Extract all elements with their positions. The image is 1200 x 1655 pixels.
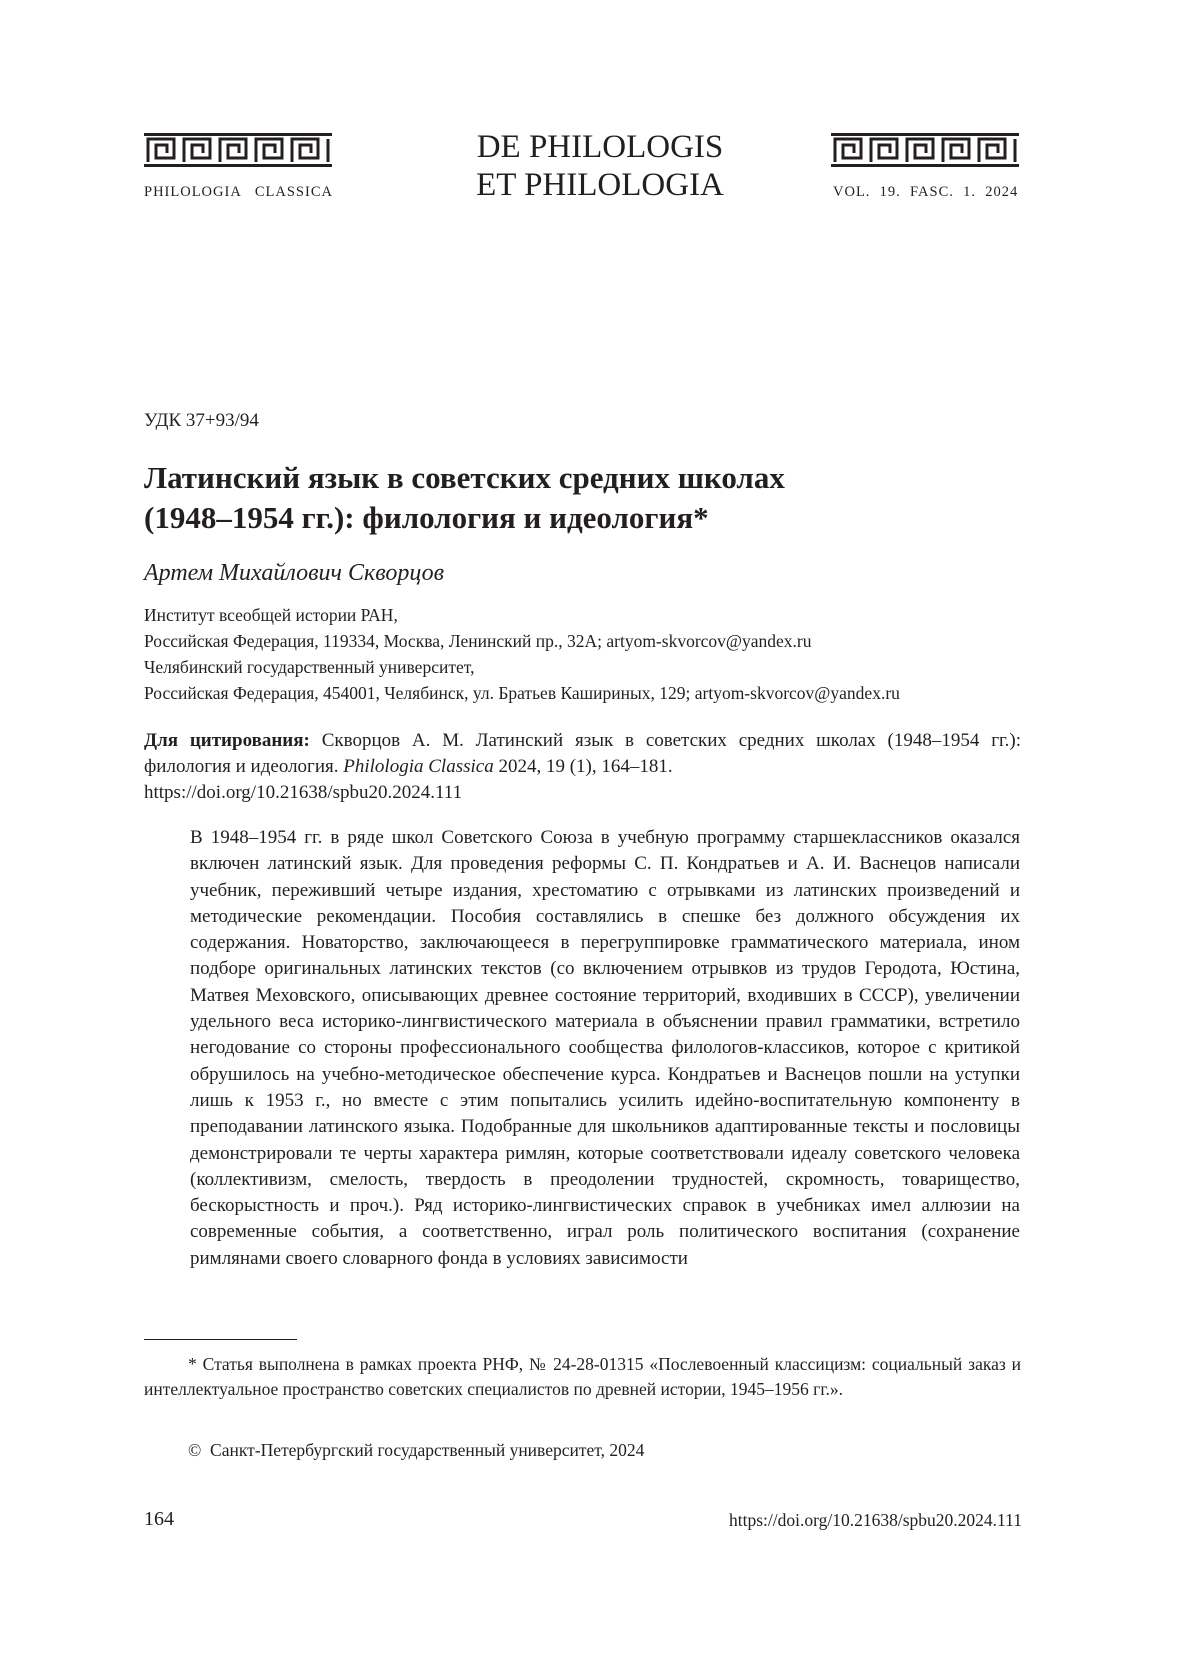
footnote: * Статья выполнена в рамках проекта РНФ, № 24-28-01315 «Послевоенный классицизм: социальный заказ и интеллектуальное пространство советских специалистов по древней истории, 1945–1956 гг.». (144, 1354, 1021, 1399)
issue-info: VOL. 19. FASC. 1. 2024 (833, 184, 1019, 200)
citation-doi-link[interactable]: https://doi.org/10.21638/spbu20.2024.111 (144, 782, 463, 803)
affiliation-line: Институт всеобщей истории РАН, (144, 605, 398, 625)
affiliation-line: Челябинский государственный университет, (144, 657, 475, 677)
author-name: Артем Михайлович Скворцов (144, 560, 445, 586)
citation-journal: Philologia Classica (343, 756, 494, 777)
article-title-line2: (1948–1954 гг.): филология и идеология* (144, 500, 709, 535)
copyright-notice: © Санкт-Петербургский государственный университет, 2024 (188, 1440, 645, 1460)
citation-label: Для цитирования: (144, 730, 310, 751)
page-number: 164 (144, 1508, 174, 1530)
journal-title-line1: DE PHILOLOGIS (476, 129, 724, 165)
footer-doi-link[interactable]: https://doi.org/10.21638/spbu20.2024.111 (729, 1510, 1022, 1530)
udk-code: УДК 37+93/94 (144, 410, 259, 431)
affiliation-line: Российская Федерация, 119334, Москва, Ленинский пр., 32А; artyom-skvorcov@yandex.ru (144, 631, 812, 651)
journal-title-line2: ET PHILOLOGIA (476, 167, 724, 203)
affiliations (144, 602, 1044, 706)
meander-ornament-right-icon (831, 133, 1019, 167)
footnote-divider (144, 1339, 297, 1340)
meander-ornament-left-icon (144, 133, 332, 167)
citation-text-1: Скворцов А. М. Латинский язык в советских средних школах (1948–1954 гг.): филология и идеология. (144, 730, 1022, 777)
citation-text-2: 2024, 19 (1), 164–181. (493, 756, 673, 777)
article-title-line1: Латинский язык в советских средних школах (144, 460, 785, 495)
citation-block (144, 728, 1021, 806)
series-name: PHILOLOGIA CLASSICA (144, 184, 333, 200)
article-title (144, 458, 1044, 538)
abstract: В 1948–1954 гг. в ряде школ Советского Союза в учебную программу старшеклассников оказался включен латинский язык. Для проведения реформы С. П. Кондратьев и А. И. Васнецов написали учебник, переживший четыре издания, хрестоматию с отрывками из латинских произведений и методические рекомендации. Пособия составлялись в спешке без должного обсуждения их содержания. Новаторство, заключающееся в перегруппировке грамматического материала, ином подборе оригинальных латинских текстов (со включением отрывков из трудов Геродота, Юстина, Матвея Меховского, описывающих древнее состояние территорий, входивших в СССР), увеличении удельного веса историко-лингвистического материала в объяснении правил грамматики, встретило негодование со стороны профессионального сообщества филологов-классиков, которое с критикой обрушилось на учебно-методическое обеспечение курса. Кондратьев и Васнецов пошли на уступки лишь к 1953 г., но вместе с этим попытались усилить идейно-воспитательную компоненту в преподавании латинского языка. Подобранные для школьников адаптированные тексты и пословицы демонстрировали те черты характера римлян, которые соответствовали идеалу советского человека (коллективизм, смелость, твердость в преодолении трудностей, скромность, товарищество, бескорыстность и проч.). Ряд историко-лингвистических справок в учебниках имел аллюзии на современные события, а соответственно, играл роль политического воспитания (сохранение римлянами своего словарного фонда в условиях зависимости (190, 827, 1020, 1269)
affiliation-line: Российская Федерация, 454001, Челябинск, ул. Братьев Кашириных, 129; artyom-skvorcov@yandex.ru (144, 683, 900, 703)
journal-title (400, 128, 800, 204)
